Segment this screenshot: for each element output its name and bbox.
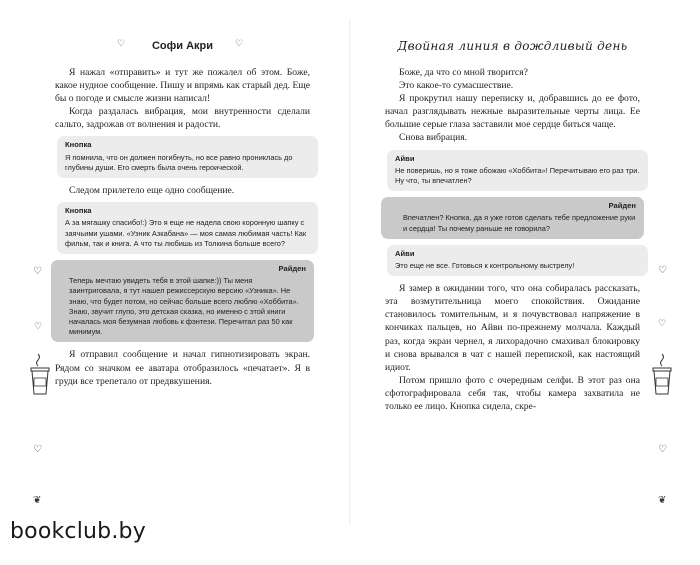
paragraph: Боже, да что со мной творится?	[399, 67, 528, 78]
right-page	[385, 0, 640, 525]
sender-name: Райден	[608, 201, 636, 211]
paragraph: Когда раздалась вибрация, мои внутренности сделали сальто, задрожав от волнения и радости.	[55, 106, 310, 131]
paragraph: Я прокрутил нашу переписку и, добравшись до ее фото, начал разглядывать нежные выразительные черты лица. Ее большие серые глаза заставили мое сердце биться чаще.	[385, 93, 640, 131]
chat-message-incoming	[387, 245, 648, 276]
paragraph: Следом прилетело еще одно сообщение.	[69, 185, 235, 197]
right-page-body	[385, 66, 640, 413]
paragraph: Я нажал «отправить» и тут же пожалел об этом. Боже, какое нудное сообщение. Пишу и впрямь как старый дед. Еще бы о погоде и смысле жизни написал!	[55, 67, 310, 105]
chat-message-outgoing	[51, 260, 314, 342]
sender-name: Кнопка	[65, 140, 92, 150]
leaf-icon: ❦	[33, 495, 42, 506]
ribbon-heart-icon: ♡	[34, 322, 43, 332]
left-page-body	[55, 66, 310, 388]
left-page	[55, 0, 310, 525]
message-text: Не поверишь, но я тоже обожаю «Хоббита»! Перечитываю его раз три. Ну что, ты впечатлен?	[395, 165, 640, 185]
chat-message-incoming	[57, 136, 318, 178]
leaf-icon: ❦	[658, 495, 667, 506]
chat-message-incoming	[57, 202, 318, 254]
watermark: bookclub.by	[10, 519, 146, 544]
chat-message-outgoing	[381, 197, 644, 239]
book-title: Двойная линия в дождливый день	[397, 39, 628, 53]
message-text: А за мягашку спасибо!:) Это я еще не надела свою коронную шапку с заячьими ушами. «Узник Азкабана» — моя самая любимая часть! Как фильм, так и книга. А что ты любишь из Толкина больше всего?	[65, 218, 307, 248]
paragraph: Снова вибрация.	[399, 132, 468, 144]
heart-icon: ♡	[658, 444, 667, 455]
coffee-cup-icon	[28, 352, 52, 396]
heart-icon: ♡	[235, 38, 244, 48]
message-text: Впечатлен? Кнопка, да я уже готов сделать тебе предложение руки и сердца! Ты почему раньше не говорила?	[403, 213, 636, 233]
paragraph: Я замер в ожидании того, что она собиралась рассказать, эта возмутительница моего спокойствия. Ожидание становилось томительным, и я почувствовал напряжение в кончиках пальцев, но Айви по-прежнему молчала. Каждый раз, когда экран чернел, я лихорадочно смахивал блокировку и снова врывался в чат с нашей перепиской, как настоящий идиот.	[385, 283, 640, 373]
message-text: Теперь мечтаю увидеть тебя в этой шапке:)) Ты меня заинтриговала, я тут нашел режиссерскую версию «Узника». Не знаю, что будет потом, но сейчас больше всего люблю «Хоббита». Знаю, звучит глупо, это детская сказка, но именно с этой книги началась моя безумная любовь к фэнтези. Перечитал раз 50 как минимум.	[69, 276, 299, 337]
heart-icon: ♡	[117, 38, 126, 48]
ribbon-heart-icon: ♡	[658, 319, 667, 329]
heart-icon: ♡	[33, 266, 42, 277]
author-name: Софи Акри	[151, 40, 214, 52]
message-text: Это еще не все. Готовься к контрольному выстрелу!	[395, 260, 575, 270]
right-running-header	[385, 34, 640, 58]
left-running-header	[55, 34, 310, 58]
sender-name: Райден	[278, 263, 306, 273]
paragraph: Потом пришло фото с очередным селфи. В этот раз она сфотографировала себя так, чтобы камера захватила не только ее лицо. Кнопка сидела, скре-	[385, 374, 640, 413]
heart-icon: ♡	[658, 265, 667, 276]
sender-name: Айви	[395, 248, 415, 258]
sender-name: Кнопка	[65, 206, 92, 216]
chat-message-incoming	[387, 150, 648, 192]
heart-icon: ♡	[33, 444, 42, 455]
book-gutter	[349, 20, 351, 525]
coffee-cup-icon	[650, 352, 674, 396]
paragraph: Это какое-то сумасшествие.	[399, 80, 514, 92]
message-text: Я помнила, что он должен погибнуть, но все равно прониклась до глубины души. Его смерть была очень героической.	[65, 152, 293, 172]
paragraph: Я отправил сообщение и начал гипнотизировать экран. Рядом со значком ее аватара отобразилось «печатает». Я в груди все трепетало от предвкушения.	[55, 349, 310, 387]
sender-name: Айви	[395, 153, 415, 163]
